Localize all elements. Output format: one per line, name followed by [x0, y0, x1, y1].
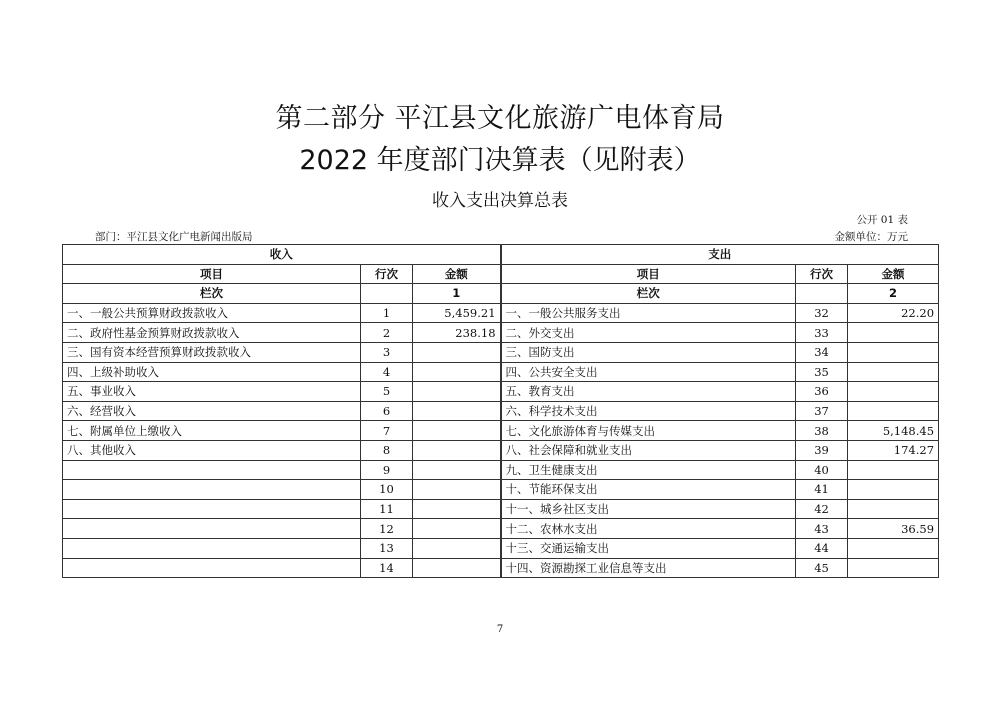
expense-line-cell: 32: [796, 303, 848, 323]
table-row: [63, 421, 939, 441]
expense-item-cell: 一、一般公共服务支出: [501, 303, 796, 323]
expense-amount-cell: 174.27: [848, 440, 939, 460]
income-item-header: 项目: [63, 264, 361, 284]
expense-amount-cell: [848, 382, 939, 402]
income-lanci-line: [361, 284, 413, 304]
income-amount-header: 金额: [413, 264, 501, 284]
income-line-cell: 6: [361, 401, 413, 421]
column-index-row: [63, 284, 939, 304]
expense-item-cell: 十三、交通运输支出: [501, 538, 796, 558]
expense-item-cell: 三、国防支出: [501, 342, 796, 362]
income-amount-cell: [413, 382, 501, 402]
expense-line-cell: 34: [796, 342, 848, 362]
document-title-line2: 2022 年度部门决算表（见附表）: [299, 145, 701, 176]
expense-amount-cell: [848, 362, 939, 382]
expense-line-cell: 33: [796, 323, 848, 343]
income-amount-cell: [413, 421, 501, 441]
income-line-cell: 9: [361, 460, 413, 480]
income-amount-cell: [413, 362, 501, 382]
income-line-cell: 1: [361, 303, 413, 323]
expense-lanci-line: [796, 284, 848, 304]
income-amount-cell: [413, 440, 501, 460]
income-line-header: 行次: [361, 264, 413, 284]
income-line-cell: 4: [361, 362, 413, 382]
income-item-cell: [63, 558, 361, 578]
income-line-cell: 5: [361, 382, 413, 402]
income-item-cell: 一、一般公共预算财政拨款收入: [63, 303, 361, 323]
income-line-cell: 2: [361, 323, 413, 343]
expense-section-header: 支出: [501, 245, 939, 265]
income-item-cell: [63, 519, 361, 539]
expense-line-cell: 42: [796, 499, 848, 519]
table-row: [63, 499, 939, 519]
income-item-cell: 五、事业收入: [63, 382, 361, 402]
expense-item-header: 项目: [501, 264, 796, 284]
income-amount-cell: 5,459.21: [413, 303, 501, 323]
document-title-line1: 第二部分 平江县文化旅游广电体育局: [275, 103, 725, 134]
expense-item-cell: 九、卫生健康支出: [501, 460, 796, 480]
expense-item-cell: 十二、农林水支出: [501, 519, 796, 539]
expense-line-cell: 35: [796, 362, 848, 382]
income-line-cell: 7: [361, 421, 413, 441]
table-row: [63, 519, 939, 539]
expense-amount-cell: 36.59: [848, 519, 939, 539]
expense-line-cell: 39: [796, 440, 848, 460]
expense-line-cell: 43: [796, 519, 848, 539]
income-expense-table: [62, 244, 939, 578]
expense-line-header: 行次: [796, 264, 848, 284]
expense-amount-cell: [848, 460, 939, 480]
expense-amount-cell: 5,148.45: [848, 421, 939, 441]
expense-item-cell: 八、社会保障和就业支出: [501, 440, 796, 460]
income-item-cell: [63, 480, 361, 500]
expense-item-cell: 十一、城乡社区支出: [501, 499, 796, 519]
column-header-row: [63, 264, 939, 284]
income-line-cell: 3: [361, 342, 413, 362]
income-amount-cell: [413, 460, 501, 480]
income-lanci-label: 栏次: [63, 284, 361, 304]
table-row: [63, 401, 939, 421]
form-code: 公开 01 表: [856, 214, 908, 226]
expense-amount-cell: [848, 342, 939, 362]
expense-item-cell: 二、外交支出: [501, 323, 796, 343]
income-section-header: 收入: [63, 245, 501, 265]
expense-amount-cell: [848, 401, 939, 421]
table-row: [63, 440, 939, 460]
income-amount-cell: [413, 558, 501, 578]
table-row: [63, 303, 939, 323]
expense-lanci-amount: 2: [848, 284, 939, 304]
income-line-cell: 12: [361, 519, 413, 539]
income-item-cell: [63, 460, 361, 480]
amount-unit-label: 金额单位：万元: [834, 231, 908, 243]
page-number: 7: [496, 624, 504, 635]
expense-amount-cell: [848, 538, 939, 558]
expense-item-cell: 十四、资源勘探工业信息等支出: [501, 558, 796, 578]
expense-lanci-label: 栏次: [501, 284, 796, 304]
income-amount-cell: [413, 401, 501, 421]
table-row: [63, 460, 939, 480]
expense-item-cell: 六、科学技术支出: [501, 401, 796, 421]
table-row: [63, 558, 939, 578]
table-row: [63, 538, 939, 558]
expense-amount-cell: 22.20: [848, 303, 939, 323]
income-item-cell: 三、国有资本经营预算财政拨款收入: [63, 342, 361, 362]
income-line-cell: 8: [361, 440, 413, 460]
income-amount-cell: [413, 519, 501, 539]
income-amount-cell: [413, 342, 501, 362]
expense-amount-header: 金额: [848, 264, 939, 284]
income-item-cell: 八、其他收入: [63, 440, 361, 460]
expense-line-cell: 45: [796, 558, 848, 578]
table-row: [63, 323, 939, 343]
expense-item-cell: 五、教育支出: [501, 382, 796, 402]
table-row: [63, 480, 939, 500]
income-line-cell: 13: [361, 538, 413, 558]
expense-line-cell: 36: [796, 382, 848, 402]
table-row: [63, 342, 939, 362]
expense-amount-cell: [848, 480, 939, 500]
income-item-cell: 四、上级补助收入: [63, 362, 361, 382]
expense-amount-cell: [848, 558, 939, 578]
table-title: 收入支出决算总表: [432, 191, 568, 211]
income-item-cell: [63, 499, 361, 519]
income-amount-cell: [413, 480, 501, 500]
expense-amount-cell: [848, 499, 939, 519]
income-amount-cell: [413, 538, 501, 558]
income-line-cell: 10: [361, 480, 413, 500]
income-line-cell: 11: [361, 499, 413, 519]
income-item-cell: 二、政府性基金预算财政拨款收入: [63, 323, 361, 343]
expense-item-cell: 十、节能环保支出: [501, 480, 796, 500]
table-row: [63, 362, 939, 382]
income-lanci-amount: 1: [413, 284, 501, 304]
expense-item-cell: 四、公共安全支出: [501, 362, 796, 382]
income-amount-cell: [413, 499, 501, 519]
expense-line-cell: 41: [796, 480, 848, 500]
department-label: 部门：平江县文化广电新闻出版局: [95, 231, 253, 243]
expense-line-cell: 37: [796, 401, 848, 421]
income-item-cell: [63, 538, 361, 558]
expense-line-cell: 38: [796, 421, 848, 441]
income-item-cell: 六、经营收入: [63, 401, 361, 421]
expense-amount-cell: [848, 323, 939, 343]
expense-item-cell: 七、文化旅游体育与传媒支出: [501, 421, 796, 441]
expense-line-cell: 40: [796, 460, 848, 480]
table-row: [63, 382, 939, 402]
section-header-row: [63, 245, 939, 265]
income-item-cell: 七、附属单位上缴收入: [63, 421, 361, 441]
income-amount-cell: 238.18: [413, 323, 501, 343]
income-line-cell: 14: [361, 558, 413, 578]
expense-line-cell: 44: [796, 538, 848, 558]
